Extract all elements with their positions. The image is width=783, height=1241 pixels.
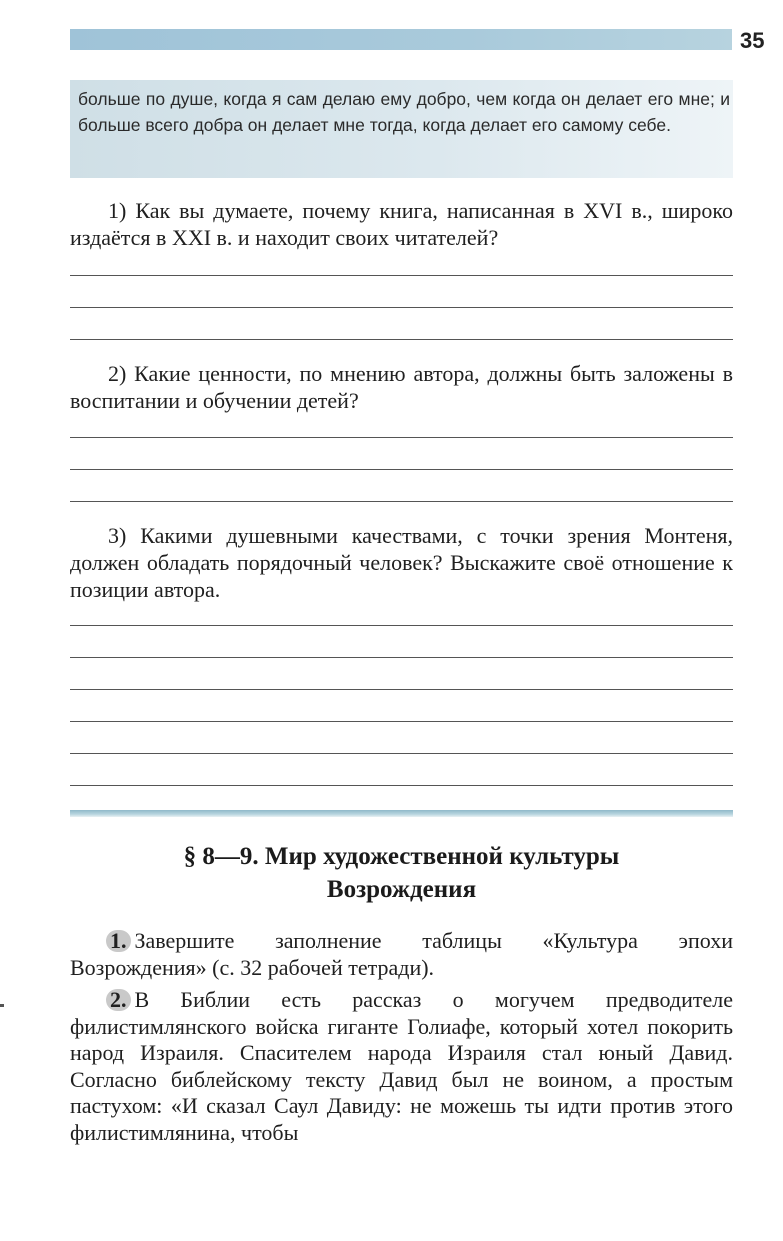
answer-line[interactable] bbox=[70, 753, 733, 754]
task-number-badge: 1. bbox=[106, 930, 131, 952]
task-number-badge: 2. bbox=[106, 989, 131, 1011]
task-text: Завершите заполнение таблицы «Культура эпохи Возрождения» (с. 32 рабочей тетради). bbox=[70, 928, 733, 980]
answer-line[interactable] bbox=[70, 307, 733, 308]
section-divider bbox=[70, 810, 733, 817]
page-number: 35 bbox=[740, 28, 765, 53]
answer-line[interactable] bbox=[70, 689, 733, 690]
section-title-line-1: § 8—9. Мир художественной культуры bbox=[183, 843, 620, 870]
answer-line[interactable] bbox=[70, 437, 733, 438]
answer-line[interactable] bbox=[70, 275, 733, 276]
section-title-line-2: Возрождения bbox=[326, 876, 477, 903]
answer-line[interactable] bbox=[70, 339, 733, 340]
answer-line[interactable] bbox=[70, 501, 733, 502]
quote-text: больше по душе, когда я сам делаю ему добро, чем когда он делает его мне; и больше всего добра он делает мне тогда, когда делает его самому себе. bbox=[78, 89, 730, 135]
page-header-bar bbox=[70, 29, 732, 50]
question-3: 3) Какими душевными качествами, с точки зрения Монтеня, должен обладать порядочный человек? Выскажите своё отношение к позиции автора. bbox=[70, 523, 733, 602]
answer-line[interactable] bbox=[70, 721, 733, 722]
task-text: В Библии есть рассказ о могучем предводителе филистимлянского войска гиганте Голиафе, который хотел покорить народ Израиля. Спасителем народа Израиля стал юный Давид. Согласно библейскому тексту Давид был не воином, а простым пастухом: «И сказал Саул Давиду: не можешь ты идти против этого филистимлянина, чтобы bbox=[70, 987, 733, 1145]
answer-line[interactable] bbox=[70, 469, 733, 470]
scan-mark bbox=[0, 1004, 4, 1007]
answer-line[interactable] bbox=[70, 625, 733, 626]
question-2: 2) Какие ценности, по мнению автора, должны быть заложены в воспитании и обучении детей? bbox=[70, 361, 733, 413]
section-title bbox=[70, 840, 733, 906]
answer-line[interactable] bbox=[70, 785, 733, 786]
task-1 bbox=[70, 928, 733, 981]
answer-line[interactable] bbox=[70, 657, 733, 658]
question-1: 1) Как вы думаете, почему книга, написанная в XVI в., широко издаётся в XXI в. и находит своих читателей? bbox=[70, 198, 733, 250]
task-2 bbox=[70, 987, 733, 1146]
